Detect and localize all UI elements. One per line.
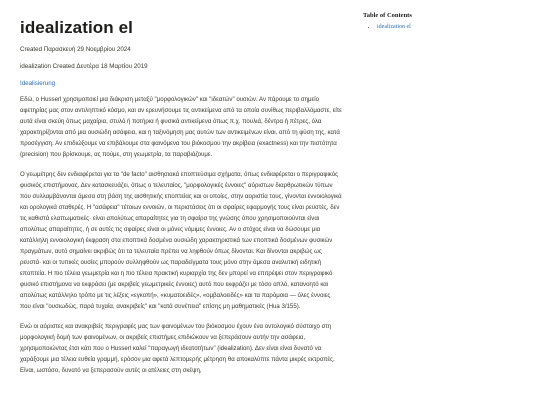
page-title: idealization el xyxy=(20,18,133,37)
paragraph-1: Εδώ, ο Husserl χρησιμοποιεί μια διάκριση μεταξύ "μορφολογικών" και "ιδεατών" ουσιών. Αν πάρουμε το σημείο αφετηρίας μας στον αντιληπτικό κόσμο, και αν ερευνήσουμε τις αντικείμενα από τα οποία συνίθως περιβαλλόμαστε, είτε αυτά είναι σκεύη όπως μαχαίρια, στυλό ή ποτήρια ή φυσικά αντικείμενα όπως π.χ. πουλιά, δέντρα ή πέτρες, όλα χαρακτηρίζονται από μια ουσιώδη ασάφεια, και η ταξινόμηση μας αυτών των αντικειμένων είναι, από τη φύση της, κατά προσέγγιση. Αν επιδιώξουμε να επιβάλουμε στα φαινόμενα του βιόκοσμου την ακρίβεια (exactness) και την πιστότητα (precision) που βρίσκουμε, ας πούμε, στη γεωμετρία, τα παραβιάζουμε. xyxy=(20,96,342,158)
paragraph-2: Ο γεωμέτρης δεν ενδιαφέρεται για τα "de facto" αισθησιακά εποπτεύσιμα σχήματα, όπως ενδιαφέρεται ο περιγραφικός φυσικός επιστήμονας. Δεν κατασκευάζει, όπως ο τελευταίος, "μορφολογικές έννοιες" αόριστων διαρθρωτικών τύπων που συλλαμβάνονται άμεσα στη βάση της αισθητικής εποπτείας και οι οποίες, στην αοριστία τους, γίνονται εννοιολογικά και ορολογικά σταθερές. Η "ασάφεια" τέτοιων εννοιών, οι περιστάσεις ότι οι σφαίρες εφαρμογής τους είναι ρευστές, δεν τις καθιστά ελαττωματικές· είναι απολύτως απαραίτητες για τη σφαίρα της γνώσης όπου χρησιμοποιούνται είναι απολύτως απαραίτητες, ή σε αυτές τις σφαίρες είναι οι μόνες νόμιμες έννοιες. Αν ο στόχος είναι να δώσουμε μια κατάλληλη εννοιολογική έκφραση στα εποπτικά δοσμένα ουσιώδη χαρακτηριστικά των εποπτικά δοσμένων φυσικών πραγμάτων, αυτό σημαίνει ακριβώς ότι τα τελευταία πρέπει να ληφθούν όπως δίνονται. Και δίνονται ακριβώς ως ρευστά· και οι τυπικές ουσίες μπορούν συλληφθούν ως παραδείγματα τους μόνο στην άμεσα αναλυτική ειδητική εποπτεία. Η πιο τέλεια γεωμετρία και η πιο τέλεια πρακτική κυριαρχία της δεν μπορεί να επιτρέψει στον περιγραφικό φυσικό επιστήμονα να εκφράσει (με ακριβείς γεωμετρικές έννοιες) αυτό που εκφράζει με τόσο απλό, κατανοητό και απολύτως κατάλληλο τρόπο με τις λέξεις «εγκοπή», «κυματοειδές», «ομβαλοειδές» και τα παρόμοια — όλες έννοιες που είναι "ουσιωδώς, παρά τυχαία, ανακριβείς" και "κατά συνέπεια" επίσης μη μαθηματικές (Hua 3/155). xyxy=(20,171,342,310)
created-date: Created Παρασκευή 29 Νοεμβρίου 2024 xyxy=(20,46,131,53)
toc-item xyxy=(377,24,533,30)
toc-link-idealization-el[interactable]: idealization el xyxy=(377,24,411,30)
main-content xyxy=(20,12,342,385)
toc-list xyxy=(363,24,533,30)
idealisierung-link[interactable]: Idealisierung xyxy=(20,80,56,87)
table-of-contents xyxy=(363,12,533,30)
created-date-secondary: idealization Created Δευτέρα 18 Μαρτίου 2019 xyxy=(20,63,148,70)
toc-title: Table of Contents xyxy=(363,12,412,19)
paragraph-3: Ενώ οι αόριστες και ανακριβείς περιγραφές μας των φαινομένων του βιόκοσμου έχουν ένα οντολογικό σύστοιχο στη μορφολογική δομή των φαινομένων, οι ακριβείς επιστήμες επιδιώκουν να ξεπεράσουν αυτήν την ασάφεια, χρησιμοποιώντας έτσι κάτι που ο Husserl καλεί "παραγωγή ιδεατοτήτων" (idealization). Δεν είναι είναι δυνατό να χαράξουμε μια τέλεια ευθεία γραμμή, ερόσον μια αφετά λεπτομερής μέτρηση θα αποκαλύπτε πάντα μικρές εκτροπές. Είναι, ωστόσο, δυνατό να ξεπερασούν αυτές οι ατέλειες στη σκέψη, xyxy=(20,323,335,374)
